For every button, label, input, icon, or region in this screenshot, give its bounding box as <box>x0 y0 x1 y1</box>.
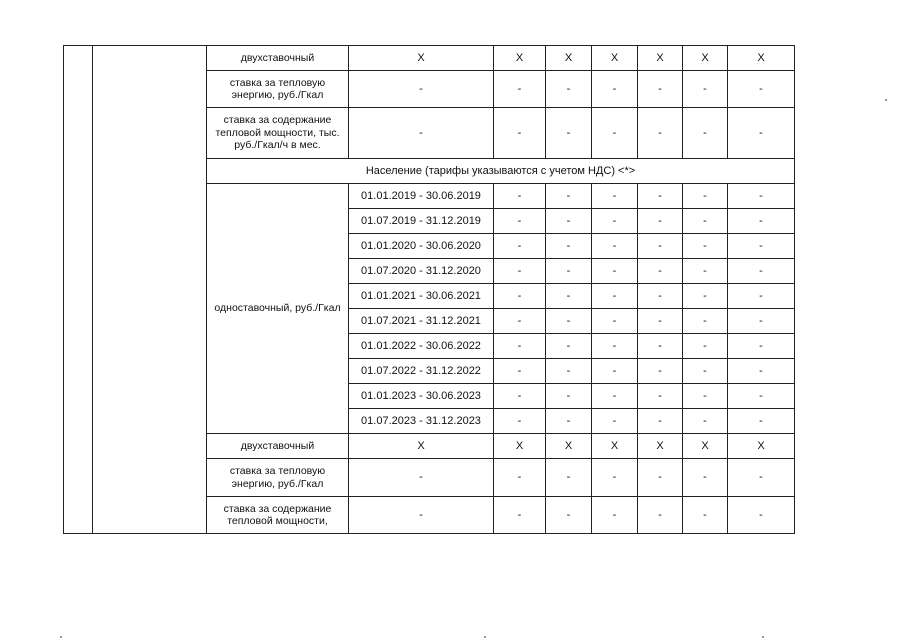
value-cell: - <box>638 234 683 259</box>
value-cell: - <box>494 359 546 384</box>
value-cell: - <box>638 108 683 159</box>
value-cell: - <box>592 497 638 534</box>
value-cell: - <box>592 409 638 434</box>
value-cell: - <box>494 334 546 359</box>
value-cell: - <box>592 334 638 359</box>
value-cell: - <box>728 108 795 159</box>
period-cell: 01.07.2022 - 31.12.2022 <box>349 359 494 384</box>
scan-artifact <box>762 636 764 638</box>
value-cell: - <box>728 497 795 534</box>
value-cell: - <box>683 259 728 284</box>
value-cell: - <box>546 309 592 334</box>
value-cell: X <box>728 434 795 459</box>
value-cell: - <box>546 284 592 309</box>
period-cell: 01.01.2019 - 30.06.2019 <box>349 184 494 209</box>
scan-artifact <box>60 636 62 638</box>
value-cell: - <box>592 259 638 284</box>
value-cell: - <box>728 259 795 284</box>
value-cell: X <box>494 46 546 71</box>
value-cell: - <box>638 359 683 384</box>
value-cell: - <box>592 209 638 234</box>
rate-type-label: ставка за тепловую энергию, руб./Гкал <box>207 459 349 497</box>
value-cell: - <box>683 284 728 309</box>
value-cell: - <box>546 497 592 534</box>
period-cell: 01.07.2021 - 31.12.2021 <box>349 309 494 334</box>
value-cell: - <box>592 459 638 497</box>
period-cell: X <box>349 46 494 71</box>
value-cell: - <box>494 234 546 259</box>
value-cell: X <box>494 434 546 459</box>
value-cell: - <box>728 234 795 259</box>
value-cell: - <box>546 184 592 209</box>
value-cell: - <box>592 284 638 309</box>
value-cell: - <box>592 309 638 334</box>
value-cell: - <box>592 359 638 384</box>
value-cell: - <box>683 234 728 259</box>
value-cell: X <box>728 46 795 71</box>
period-cell: 01.07.2019 - 31.12.2019 <box>349 209 494 234</box>
value-cell: - <box>683 409 728 434</box>
value-cell: - <box>546 384 592 409</box>
value-cell: - <box>683 71 728 108</box>
value-cell: - <box>638 209 683 234</box>
period-cell: X <box>349 434 494 459</box>
period-cell: 01.01.2021 - 30.06.2021 <box>349 284 494 309</box>
value-cell: - <box>546 71 592 108</box>
rate-type-label: ставка за содержание тепловой мощности, <box>207 497 349 534</box>
value-cell: - <box>592 71 638 108</box>
organization-cell <box>93 46 207 534</box>
value-cell: - <box>638 497 683 534</box>
value-cell: - <box>683 184 728 209</box>
value-cell: - <box>494 459 546 497</box>
value-cell: - <box>638 334 683 359</box>
period-cell: 01.07.2023 - 31.12.2023 <box>349 409 494 434</box>
value-cell: - <box>683 309 728 334</box>
value-cell: - <box>546 359 592 384</box>
period-cell: - <box>349 459 494 497</box>
period-cell: 01.01.2022 - 30.06.2022 <box>349 334 494 359</box>
value-cell: - <box>546 108 592 159</box>
value-cell: - <box>494 409 546 434</box>
value-cell: X <box>592 46 638 71</box>
value-cell: X <box>683 434 728 459</box>
value-cell: - <box>683 209 728 234</box>
value-cell: - <box>683 334 728 359</box>
value-cell: - <box>728 71 795 108</box>
value-cell: - <box>638 459 683 497</box>
value-cell: - <box>638 71 683 108</box>
value-cell: - <box>494 108 546 159</box>
rate-type-label: ставка за содержание тепловой мощности, тыс. руб./Гкал/ч в мес. <box>207 108 349 159</box>
period-cell: 01.01.2020 - 30.06.2020 <box>349 234 494 259</box>
value-cell: - <box>592 108 638 159</box>
value-cell: X <box>638 46 683 71</box>
value-cell: - <box>546 334 592 359</box>
row-number-cell <box>64 46 93 534</box>
tariff-table <box>63 45 795 534</box>
value-cell: - <box>546 234 592 259</box>
value-cell: - <box>638 309 683 334</box>
value-cell: - <box>592 384 638 409</box>
value-cell: - <box>683 459 728 497</box>
value-cell: - <box>546 409 592 434</box>
value-cell: - <box>728 284 795 309</box>
value-cell: - <box>494 71 546 108</box>
value-cell: - <box>494 259 546 284</box>
value-cell: - <box>683 497 728 534</box>
period-cell: - <box>349 497 494 534</box>
scan-artifact <box>885 99 887 101</box>
value-cell: - <box>728 334 795 359</box>
value-cell: - <box>638 184 683 209</box>
period-cell: 01.01.2023 - 30.06.2023 <box>349 384 494 409</box>
value-cell: - <box>494 309 546 334</box>
value-cell: - <box>683 384 728 409</box>
value-cell: - <box>683 108 728 159</box>
value-cell: - <box>494 497 546 534</box>
value-cell: - <box>494 384 546 409</box>
value-cell: - <box>728 184 795 209</box>
table-row <box>64 46 795 71</box>
value-cell: - <box>592 234 638 259</box>
value-cell: - <box>728 209 795 234</box>
value-cell: - <box>728 459 795 497</box>
value-cell: - <box>494 284 546 309</box>
value-cell: - <box>638 409 683 434</box>
value-cell: - <box>638 259 683 284</box>
value-cell: - <box>592 184 638 209</box>
value-cell: X <box>546 434 592 459</box>
value-cell: - <box>546 459 592 497</box>
value-cell: - <box>683 359 728 384</box>
value-cell: - <box>494 184 546 209</box>
value-cell: - <box>638 384 683 409</box>
scan-artifact <box>484 636 486 638</box>
rate-type-label: ставка за тепловую энергию, руб./Гкал <box>207 71 349 108</box>
value-cell: - <box>546 259 592 284</box>
rate-type-label: двухставочный <box>207 434 349 459</box>
value-cell: X <box>683 46 728 71</box>
value-cell: - <box>728 309 795 334</box>
value-cell: - <box>546 209 592 234</box>
value-cell: X <box>546 46 592 71</box>
period-cell: - <box>349 108 494 159</box>
value-cell: - <box>728 384 795 409</box>
value-cell: - <box>494 209 546 234</box>
value-cell: X <box>638 434 683 459</box>
period-cell: - <box>349 71 494 108</box>
value-cell: X <box>592 434 638 459</box>
period-cell: 01.07.2020 - 31.12.2020 <box>349 259 494 284</box>
value-cell: - <box>638 284 683 309</box>
value-cell: - <box>728 409 795 434</box>
rate-type-label: двухставочный <box>207 46 349 71</box>
population-header: Население (тарифы указываются с учетом НДС) <*> <box>207 159 795 184</box>
value-cell: - <box>728 359 795 384</box>
single-rate-label: одноставочный, руб./Гкал <box>207 184 349 434</box>
